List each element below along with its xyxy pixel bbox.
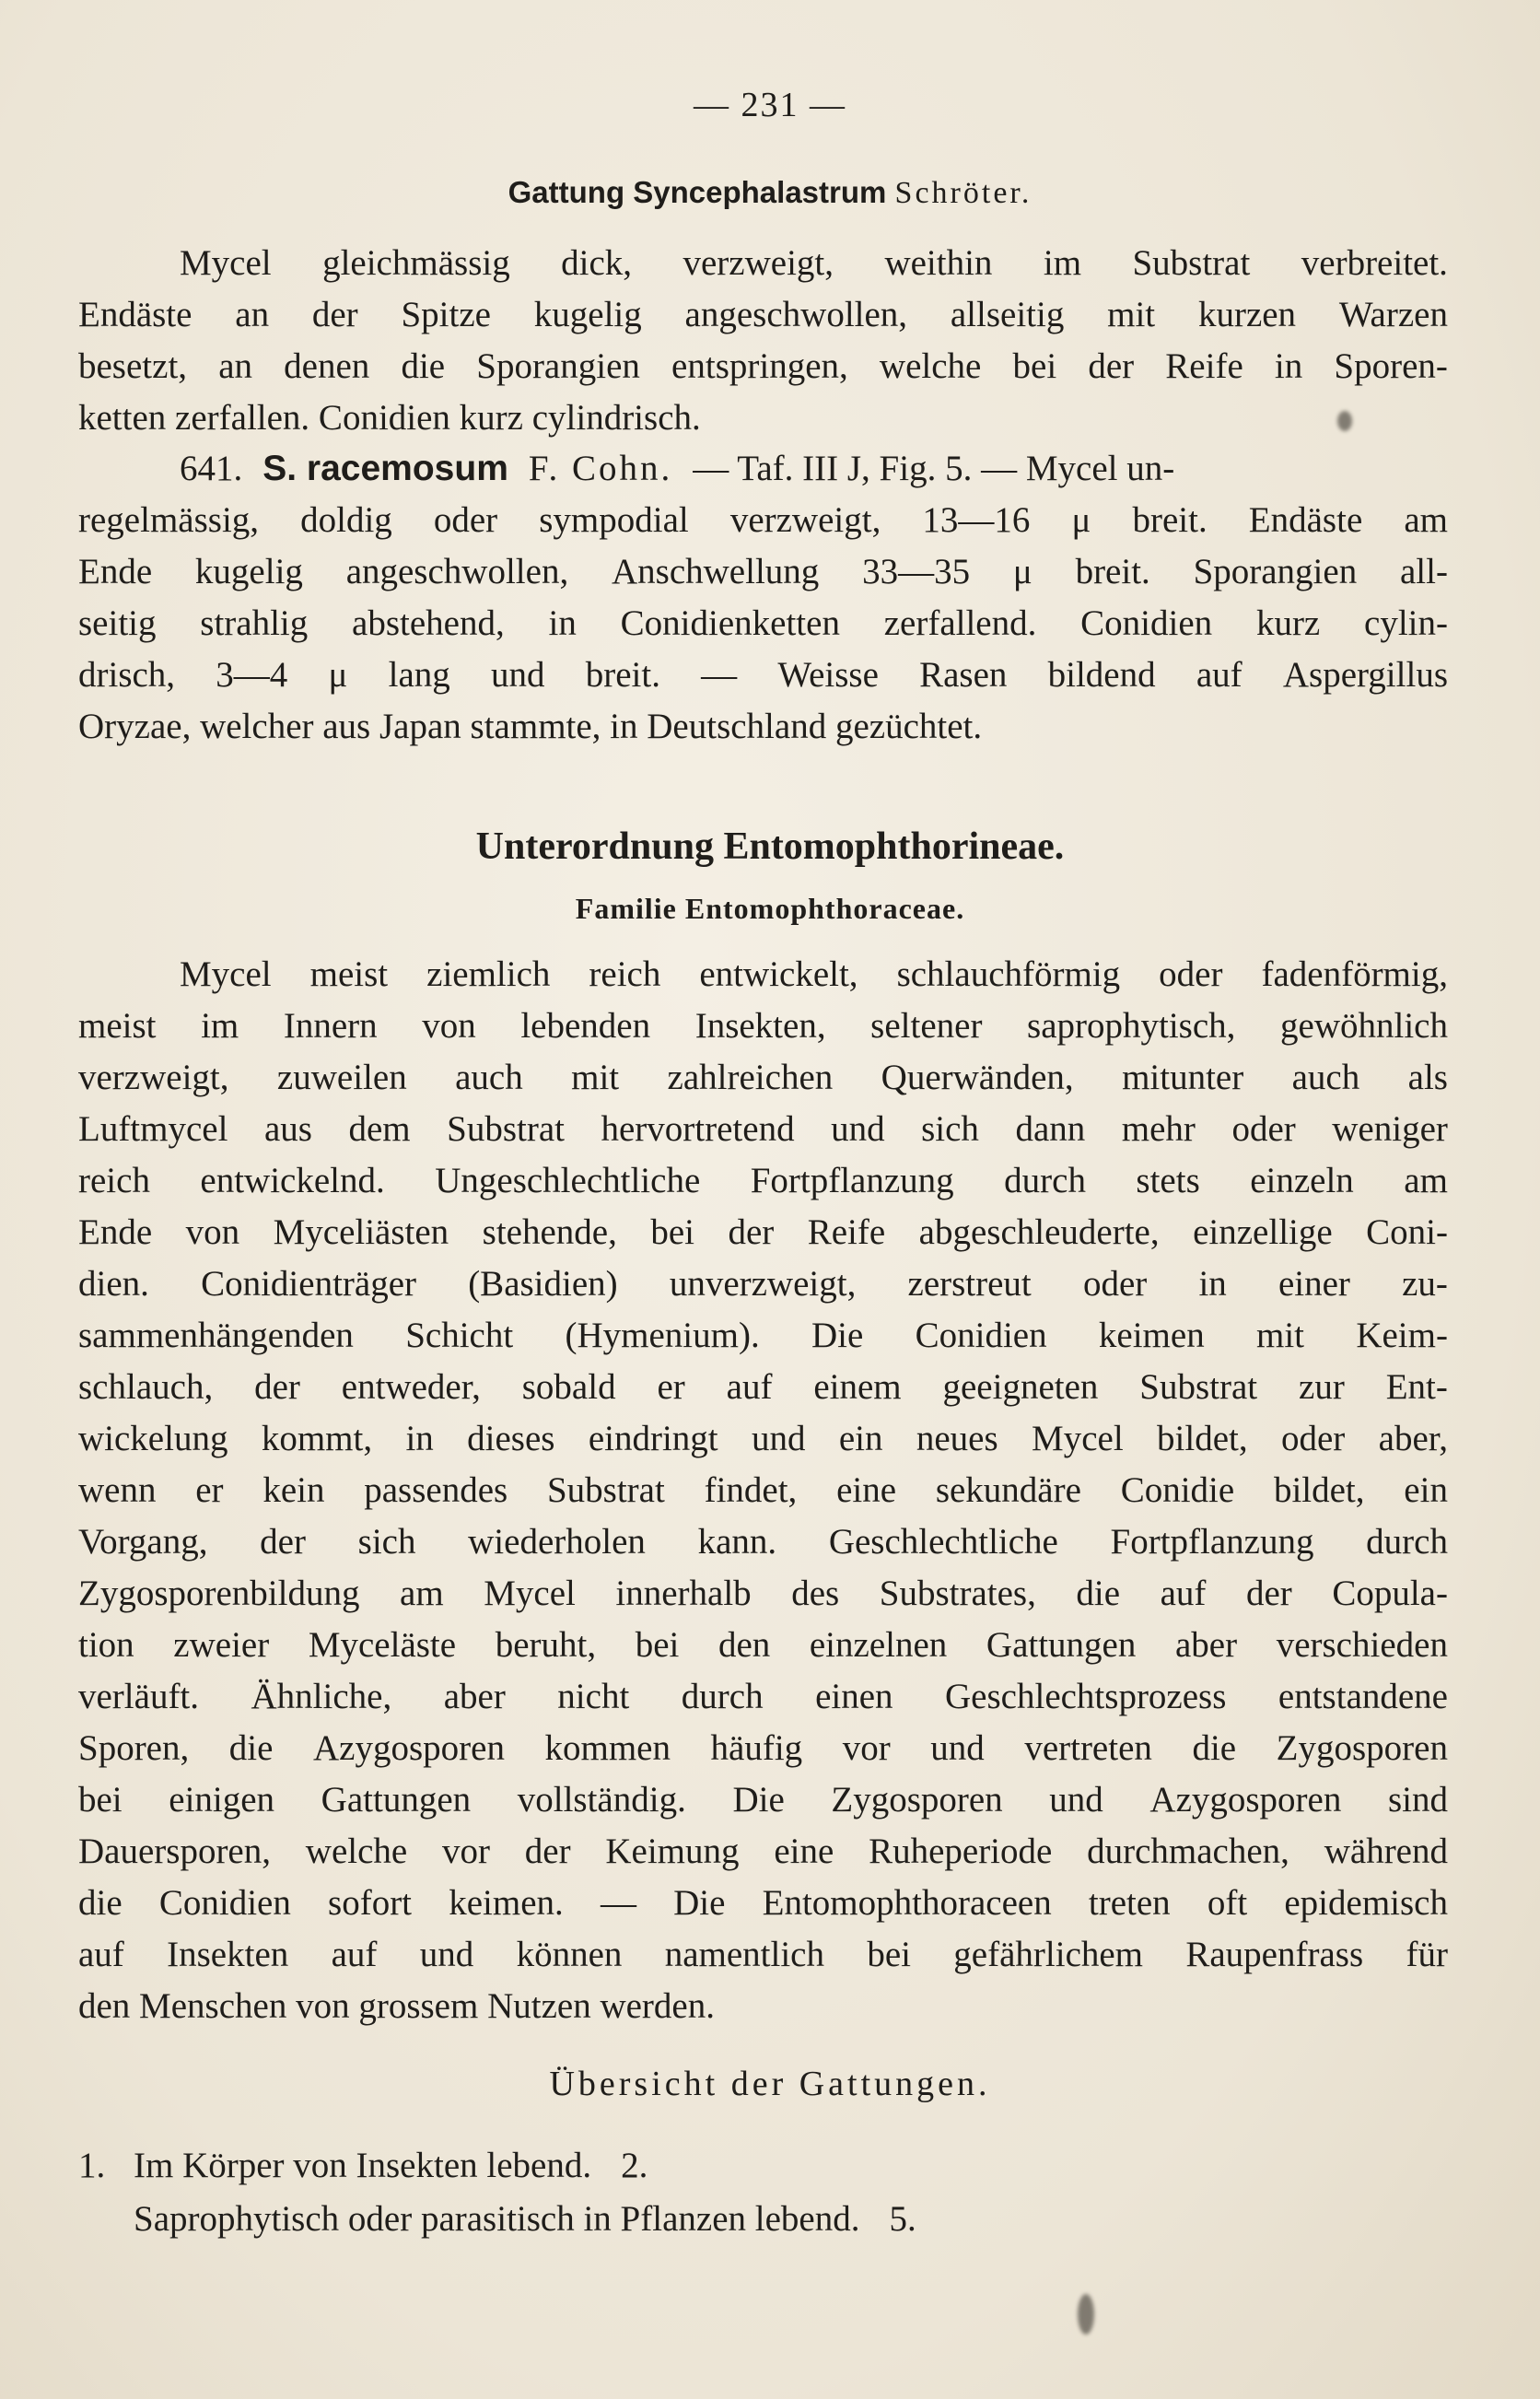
page-number: — 231 — xyxy=(694,86,846,124)
text-line: verläuft. Ähnliche, aber nicht durch einen Geschlechtsprozess entstandene xyxy=(78,1677,1448,1716)
species-author: F. Cohn. xyxy=(528,449,673,488)
text-line: Sporen, die Azygosporen kommen häufig vor und vertreten die Zygosporen xyxy=(78,1728,1448,1768)
key-text: Saprophytisch oder parasitisch in Pflanzen lebend. xyxy=(134,2199,860,2239)
text-line: Ende von Myceliästen stehende, bei der Reife abgeschleuderte, einzellige Coni- xyxy=(78,1212,1448,1252)
genus-name: Gattung Syncephalastrum xyxy=(508,175,887,209)
text-line: bei einigen Gattungen vollständig. Die Zygosporen und Azygosporen sind xyxy=(78,1780,1448,1820)
species-name: S. racemosum xyxy=(262,449,508,488)
key-entry xyxy=(78,2139,916,2193)
text-line: Mycel gleichmässig dick, verzweigt, weithin im Substrat verbreitet. xyxy=(180,243,1448,283)
text-line: dien. Conidienträger (Basidien) unverzweigt, zerstreut oder in einer zu- xyxy=(78,1264,1448,1304)
text-line: die Conidien sofort keimen. — Die Entomophthoraceen treten oft epidemisch xyxy=(78,1883,1448,1923)
text-line: Dauersporen, welche vor der Keimung eine Ruheperiode durchmachen, während xyxy=(78,1831,1448,1871)
key-ref: 5. xyxy=(889,2199,916,2239)
genus-author: Schröter. xyxy=(894,176,1032,210)
text-line: tion zweier Myceläste beruht, bei den einzelnen Gattungen aber verschieden xyxy=(78,1625,1448,1665)
genus-heading xyxy=(0,175,1540,211)
text-line: reich entwickelnd. Ungeschlechtliche Fortpflanzung durch stets einzeln am xyxy=(78,1161,1448,1200)
overview-heading: Übersicht der Gattungen. xyxy=(549,2065,991,2103)
suborder-heading: Unterordnung Entomophthorineae. xyxy=(475,825,1065,868)
key-number: 1. xyxy=(78,2146,106,2185)
text-line: Vorgang, der sich wiederholen kann. Geschlechtliche Fortpflanzung durch xyxy=(78,1522,1448,1562)
family-description xyxy=(78,949,1448,2032)
text-line: ketten zerfallen. Conidien kurz cylindrisch. xyxy=(78,398,701,438)
text-line: den Menschen von grossem Nutzen werden. xyxy=(78,1986,715,2026)
text-line: Endäste an der Spitze kugelig angeschwollen, allseitig mit kurzen Warzen xyxy=(78,295,1448,334)
key-entry xyxy=(78,2193,916,2246)
species-number: 641. xyxy=(180,449,243,488)
genus-key xyxy=(78,2139,916,2246)
text-line: schlauch, der entweder, sobald er auf einem geeigneten Substrat zur Ent- xyxy=(78,1367,1448,1407)
text-line: Ende kugelig angeschwollen, Anschwellung 33—35 μ breit. Sporangien all- xyxy=(78,552,1448,591)
ink-speck xyxy=(1337,411,1352,431)
text-line: wenn er kein passendes Substrat findet, eine sekundäre Conidie bildet, ein xyxy=(78,1470,1448,1510)
genus-description xyxy=(78,238,1448,444)
key-ref: 2. xyxy=(621,2146,648,2185)
key-text: Im Körper von Insekten lebend. xyxy=(134,2146,592,2185)
text-line: Mycel meist ziemlich reich entwickelt, schlauchförmig oder fadenförmig, xyxy=(180,954,1448,994)
family-heading: Familie Entomophthoraceae. xyxy=(575,892,965,925)
text-line: besetzt, an denen die Sporangien entspringen, welche bei der Reife in Sporen- xyxy=(78,346,1448,386)
species-first-line-rest: — Taf. III J, Fig. 5. — Mycel un- xyxy=(693,449,1175,488)
ink-speck xyxy=(1078,2294,1094,2335)
text-line: Oryzae, welcher aus Japan stammte, in Deutschland gezüchtet. xyxy=(78,707,983,746)
text-line: meist im Innern von lebenden Insekten, seltener saprophytisch, gewöhnlich xyxy=(78,1006,1448,1046)
species-entry xyxy=(78,443,1448,753)
species-first-line xyxy=(78,443,1448,495)
text-line: auf Insekten auf und können namentlich bei gefährlichem Raupenfrass für xyxy=(78,1935,1448,1974)
text-line: drisch, 3—4 μ lang und breit. — Weisse Rasen bildend auf Aspergillus xyxy=(78,655,1448,695)
text-line: sammenhängenden Schicht (Hymenium). Die Conidien keimen mit Keim- xyxy=(78,1316,1448,1355)
text-line: seitig strahlig abstehend, in Conidienketten zerfallend. Conidien kurz cylin- xyxy=(78,603,1448,643)
text-line: wickelung kommt, in dieses eindringt und ein neues Mycel bildet, oder aber, xyxy=(78,1419,1448,1458)
text-line: Zygosporenbildung am Mycel innerhalb des Substrates, die auf der Copula- xyxy=(78,1574,1448,1613)
text-line: regelmässig, doldig oder sympodial verzweigt, 13—16 μ breit. Endäste am xyxy=(78,500,1448,540)
text-line: verzweigt, zuweilen auch mit zahlreichen Querwänden, mitunter auch als xyxy=(78,1058,1448,1097)
text-line: Luftmycel aus dem Substrat hervortretend und sich dann mehr oder weniger xyxy=(78,1109,1448,1149)
